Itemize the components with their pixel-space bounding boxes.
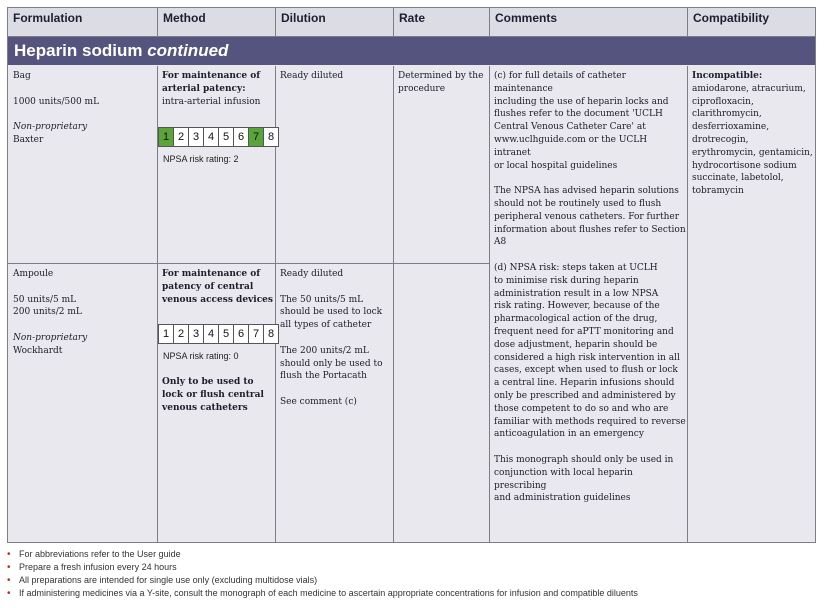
drug-banner xyxy=(8,37,815,65)
formulation-type: Bag xyxy=(13,71,31,81)
row2-dilution xyxy=(280,268,392,409)
npsa-risk-scale xyxy=(158,324,279,344)
compatibility-cell xyxy=(692,70,814,198)
comment-line: or local hospital guidelines xyxy=(494,160,618,171)
footnote-item: • All preparations are intended for single use only (excluding multidose vials) xyxy=(7,574,822,587)
header-comments: Comments xyxy=(490,8,688,36)
row-divider xyxy=(8,263,490,264)
dilution-text: The 50 units/5 mL xyxy=(280,294,364,305)
comment-line: to minimise risk during heparin xyxy=(494,275,639,286)
comment-line: risk rating. However, because of the xyxy=(494,301,660,312)
comment-line: conjunction with local heparin prescribing xyxy=(494,467,633,491)
formulation-maker: Wockhardt xyxy=(13,345,63,356)
compatibility-line: hydrocortisone sodium xyxy=(692,160,797,171)
dilution-text: The 200 units/2 mL xyxy=(280,345,369,356)
header-formulation: Formulation xyxy=(8,8,158,36)
comment-line: The NPSA has advised heparin solutions xyxy=(494,186,679,197)
dilution-text: See comment (c) xyxy=(280,396,357,407)
formulation-proprietary: Non-proprietary xyxy=(13,122,88,133)
comment-line: only be prescribed and administered by xyxy=(494,390,676,401)
compatibility-list xyxy=(692,83,814,198)
compatibility-line: succinate, labetolol, xyxy=(692,173,784,184)
method-heading-line: arterial patency: xyxy=(162,83,246,94)
dilution-text: Ready diluted xyxy=(280,269,344,279)
formulation-proprietary: Non-proprietary xyxy=(13,332,88,343)
risk-scale-box: 6 xyxy=(234,128,249,146)
comment-line: information about flushes refer to Section xyxy=(494,224,686,235)
formulation-strength: 1000 units/500 mL xyxy=(13,96,100,107)
method-note-line: lock or flush central xyxy=(162,389,264,400)
rate-line: procedure xyxy=(398,83,446,94)
method-heading-line: intra-arterial infusion xyxy=(162,96,261,107)
risk-scale-box: 5 xyxy=(219,325,234,343)
risk-scale-box: 6 xyxy=(234,325,249,343)
comment-npsa xyxy=(494,185,686,249)
header-compatibility: Compatibility xyxy=(693,11,770,25)
row2-formulation xyxy=(13,268,153,358)
header-dilution: Dilution xyxy=(276,8,394,36)
compatibility-line: ciprofloxacin, xyxy=(692,96,754,107)
dilution-text: Ready diluted xyxy=(280,71,344,81)
formulation-type: Ampoule xyxy=(13,269,54,279)
header-method: Method xyxy=(158,8,276,36)
npsa-risk-scale xyxy=(158,127,279,147)
method-heading-line: venous access devices xyxy=(162,294,273,305)
comments-cell xyxy=(494,70,686,505)
comment-line: frequent need for aPTT monitoring and xyxy=(494,326,674,337)
row2-method-note xyxy=(162,376,274,414)
comment-line: This monograph should only be used in xyxy=(494,454,674,465)
compatibility-line: tobramycin xyxy=(692,186,744,197)
comment-line: familiar with methods required to reverse xyxy=(494,416,686,427)
risk-scale-box: 4 xyxy=(204,128,219,146)
compatibility-line: clarithromycin, xyxy=(692,109,762,120)
comment-line: cases, except when used to flush or lock xyxy=(494,365,678,376)
comment-line: Central Venous Catheter Care' at xyxy=(494,122,646,133)
compatibility-heading: Incompatible: xyxy=(692,71,763,81)
comment-line: peripheral venous catheters. For further xyxy=(494,211,679,222)
row1-rate xyxy=(398,70,490,96)
rate-line: Determined by the xyxy=(398,71,484,81)
risk-scale-box: 8 xyxy=(267,131,275,143)
comment-line: www.uclhguide.com or the UCLH intranet xyxy=(494,134,648,158)
method-note-line: venous catheters xyxy=(162,402,248,413)
row1-method xyxy=(162,70,274,108)
risk-scale-box: 2 xyxy=(174,128,189,146)
drug-title: Heparin sodium xyxy=(14,41,143,60)
drug-title-suffix: continued xyxy=(147,41,229,60)
comment-line: A8 xyxy=(494,237,507,248)
npsa-risk-rating: NPSA risk rating: 0 xyxy=(163,351,239,361)
comment-line: (c) for full details of catheter maintenance xyxy=(494,71,626,94)
row2-method xyxy=(162,268,274,306)
row1-formulation xyxy=(13,70,153,147)
method-heading-line: For maintenance of xyxy=(162,71,261,81)
method-note-line: Only to be used to xyxy=(162,377,254,387)
comment-line: those competent to do so and who are xyxy=(494,403,669,414)
risk-scale-box: 4 xyxy=(204,325,219,343)
npsa-risk-rating: NPSA risk rating: 2 xyxy=(163,154,239,164)
comment-line: including the use of heparin locks and xyxy=(494,96,669,107)
compatibility-line: erythromycin, gentamicin, xyxy=(692,147,813,158)
footnote-item: • Prepare a fresh infusion every 24 hours xyxy=(7,561,822,574)
header-rate: Rate xyxy=(394,8,490,36)
dilution-text: should only be used to xyxy=(280,358,383,369)
formulation-strength: 200 units/2 mL xyxy=(13,307,82,318)
risk-scale-box: 7 xyxy=(249,325,264,343)
comment-line: dose adjustment, heparin should be xyxy=(494,339,658,350)
comment-line: pharmacological action of the drug, xyxy=(494,314,658,325)
comment-line: administration result in a low NPSA xyxy=(494,288,659,299)
risk-scale-box: 1 xyxy=(159,128,174,146)
compatibility-line: drotrecogin, xyxy=(692,134,749,145)
risk-scale-box: 3 xyxy=(189,325,204,343)
dilution-text: flush the Portacath xyxy=(280,371,367,382)
risk-scale-box: 2 xyxy=(174,325,189,343)
comment-monograph xyxy=(494,454,686,505)
formulation-strength: 50 units/5 mL xyxy=(13,294,77,305)
comment-c xyxy=(494,70,686,172)
column-rate xyxy=(394,66,490,543)
dilution-text: should be used to lock xyxy=(280,307,383,318)
risk-scale-box: 5 xyxy=(219,128,234,146)
comment-d xyxy=(494,262,686,441)
risk-scale-box: 8 xyxy=(267,328,275,340)
comment-line: should not be routinely used to flush xyxy=(494,198,662,209)
risk-scale-box: 1 xyxy=(159,325,174,343)
comment-line: (d) NPSA risk: steps taken at UCLH xyxy=(494,262,658,273)
method-heading-line: For maintenance of xyxy=(162,269,261,279)
comment-line: a central line. Heparin infusions should xyxy=(494,378,675,389)
footnote-item: • For abbreviations refer to the User guide xyxy=(7,548,822,561)
risk-scale-box: 7 xyxy=(249,128,264,146)
compatibility-line: desferrioxamine, xyxy=(692,122,770,133)
formulation-maker: Baxter xyxy=(13,134,44,145)
footnotes xyxy=(7,548,822,600)
dilution-text: all types of catheter xyxy=(280,320,372,331)
method-heading-line: patency of central xyxy=(162,281,254,292)
comment-line: anticoagulation in an emergency xyxy=(494,429,644,440)
comment-line: flushes refer to the document 'UCLH xyxy=(494,109,663,120)
comment-line: and administration guidelines xyxy=(494,493,631,504)
monograph-table xyxy=(7,7,816,543)
risk-scale-box: 3 xyxy=(189,128,204,146)
row1-dilution xyxy=(280,70,392,83)
compatibility-line: amiodarone, atracurium, xyxy=(692,83,806,94)
comment-line: considered a high risk intervention in all xyxy=(494,352,680,363)
footnote-item: • If administering medicines via a Y-site, consult the monograph of each medicine to ascertain appropriate concentrations for infusion and compatible diluents xyxy=(7,587,822,600)
table-header xyxy=(8,8,815,37)
